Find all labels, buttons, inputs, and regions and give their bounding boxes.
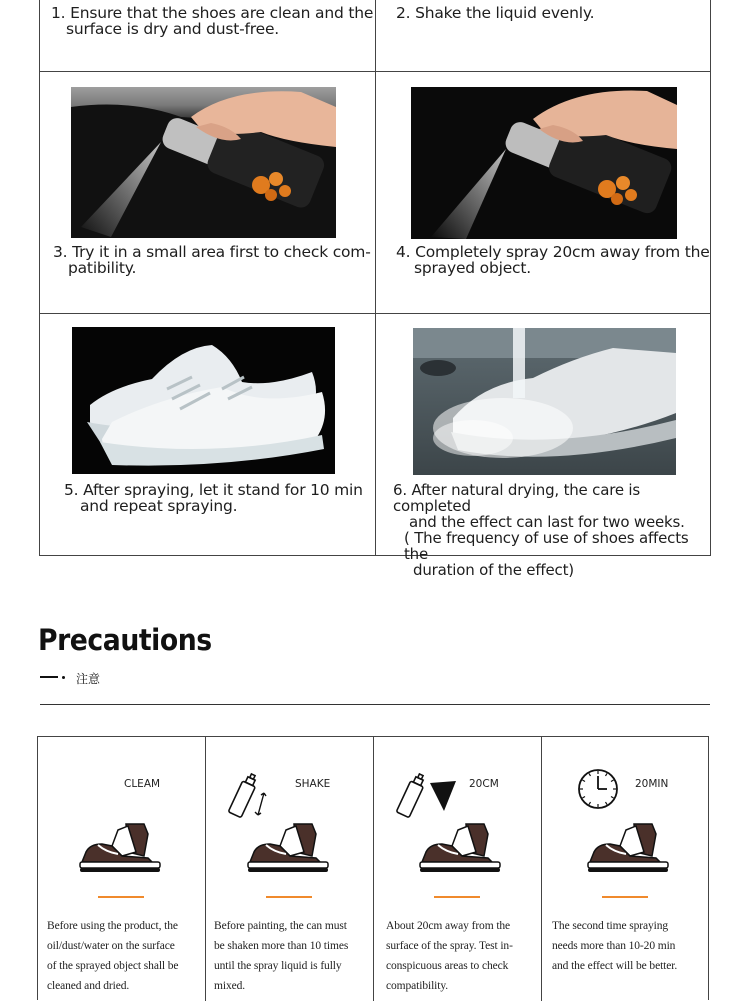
step-line: After spraying, let it stand for 10 min [83, 481, 363, 499]
step-line: and the effect can last for two weeks. [409, 513, 685, 531]
white-sneakers-photo [72, 327, 335, 474]
desc-line: surface of the spray. Test in- [386, 940, 513, 952]
desc-line: until the spray liquid is fully [214, 960, 342, 972]
desc-line: Before painting, the can must [214, 920, 347, 932]
spray-can-shake-icon [228, 771, 278, 823]
desc-line: needs more than 10-20 min [552, 940, 676, 952]
step-1-text [51, 5, 373, 37]
step-number: 4. [396, 243, 411, 261]
clock-icon [576, 767, 620, 811]
step-line: duration of the effect) [413, 561, 574, 579]
desc-line: mixed. [214, 980, 246, 992]
precaution-label: SHAKE [295, 778, 331, 790]
accent-underline [602, 896, 648, 898]
sneaker-icon [246, 822, 332, 874]
steps-table [39, 0, 711, 579]
accent-underline [98, 896, 144, 898]
step-number: 5. [64, 481, 79, 499]
accent-underline [266, 896, 312, 898]
desc-line: and the effect will be better. [552, 960, 678, 972]
accent-underline [434, 896, 480, 898]
spray-distance-photo [411, 87, 677, 239]
step-2-text [396, 5, 594, 21]
desc-line: be shaken more than 10 times [214, 940, 349, 952]
step-line: ( The frequency of use of shoes affects the [404, 529, 689, 563]
sneaker-icon [418, 822, 504, 874]
step-line: sprayed object. [414, 259, 531, 277]
precaution-label: 20CM [469, 778, 499, 790]
desc-line: Before using the product, the [47, 920, 178, 932]
precaution-time [542, 737, 709, 1001]
precaution-description [47, 916, 178, 996]
step-line: surface is dry and dust-free. [66, 20, 280, 38]
precaution-label: 20MIN [635, 778, 669, 790]
desc-line: conspicuous areas to check [386, 960, 509, 972]
step-number: 2. [396, 4, 411, 22]
precaution-distance [374, 737, 541, 1001]
precautions-title: Precautions [38, 623, 212, 657]
desc-line: cleaned and dried. [47, 980, 130, 992]
sneaker-icon [586, 822, 672, 874]
precaution-clean [38, 737, 205, 1001]
step-number: 3. [53, 243, 68, 261]
step-4-text [396, 244, 710, 276]
title-dot [62, 676, 65, 679]
sneaker-icon [78, 822, 164, 874]
step-line: and repeat spraying. [80, 497, 238, 515]
desc-line: About 20cm away from the [386, 920, 511, 932]
desc-line: The second time spraying [552, 920, 669, 932]
water-splash-photo [413, 328, 676, 475]
desc-line: compatibility. [386, 980, 449, 992]
precaution-label: CLEAM [124, 778, 161, 790]
column-divider [375, 0, 376, 555]
step-number: 1. [51, 4, 66, 22]
section-divider [40, 704, 710, 705]
spray-can-cone-icon [396, 771, 468, 823]
precautions-grid [37, 736, 709, 1000]
precaution-shake [206, 737, 373, 1001]
desc-line: oil/dust/water on the surface [47, 940, 175, 952]
step-line: Try it in a small area first to check com- [72, 243, 371, 261]
step-5-text [64, 482, 363, 514]
step-line: Shake the liquid evenly. [415, 4, 595, 22]
title-dash [40, 676, 58, 678]
desc-line: of the sprayed object shall be [47, 960, 179, 972]
precaution-description [214, 916, 348, 996]
step-3-text [53, 244, 371, 276]
spray-fabric-photo [71, 87, 336, 238]
precautions-subtitle: 注意 [76, 672, 101, 686]
step-line: Ensure that the shoes are clean and the [70, 4, 374, 22]
step-6-text [393, 482, 710, 578]
precaution-description [386, 916, 513, 996]
step-line: patibility. [68, 259, 137, 277]
step-line: After natural drying, the care is completed [393, 481, 641, 515]
step-number: 6. [393, 481, 407, 499]
step-line: Completely spray 20cm away from the [415, 243, 710, 261]
precaution-description [552, 916, 677, 976]
